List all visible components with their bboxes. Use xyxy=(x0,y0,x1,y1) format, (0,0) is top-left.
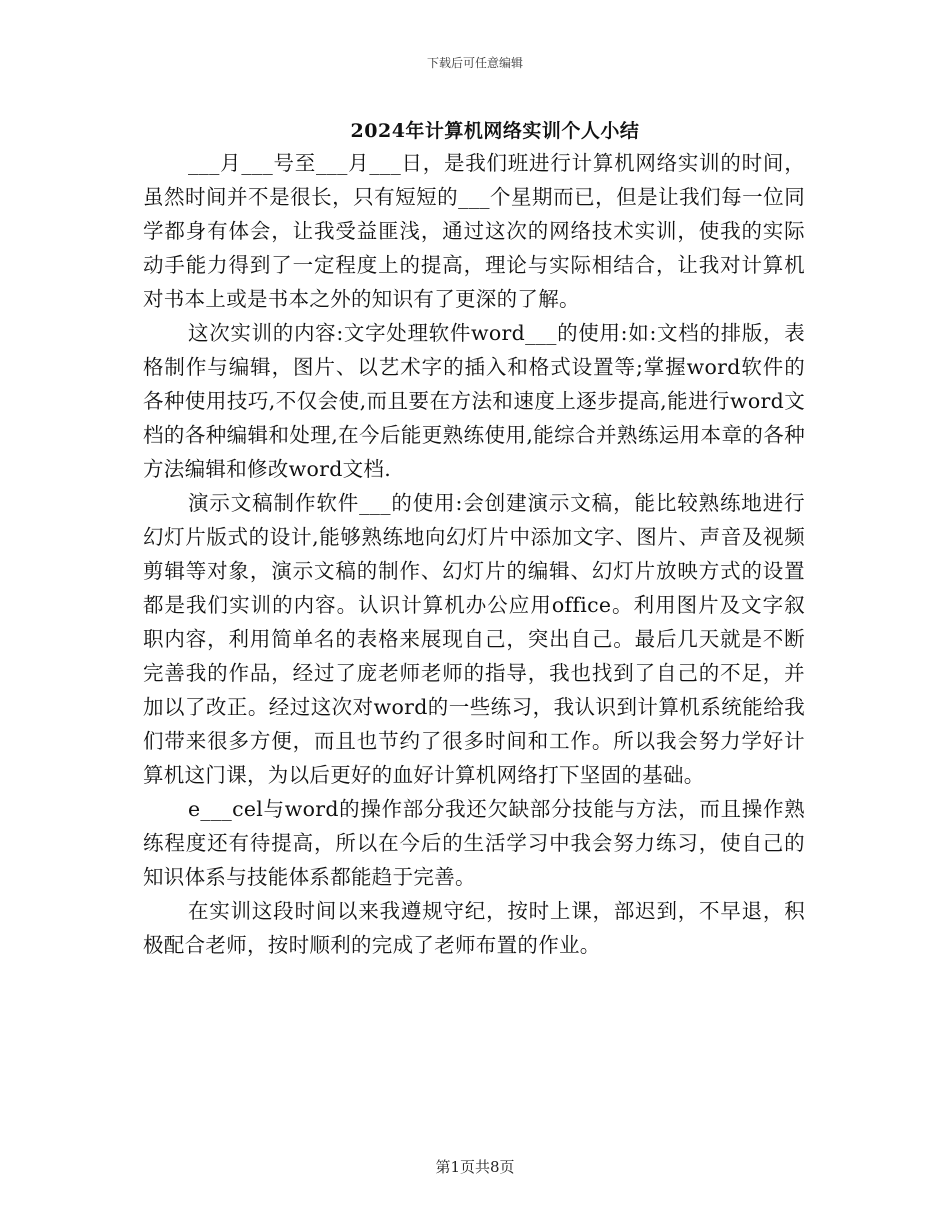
page-number-footer: 第1页共8页 xyxy=(435,1158,515,1176)
paragraph-intro: ___月___号至___月___日，是我们班进行计算机网络实训的时间，虽然时间并不是很长，只有短短的___个星期而已，但是让我们每一位同学都身有体会，让我受益匪浅，通过这次的网络技术实训，使我的实际动手能力得到了一定程度上的提高，理论与实际相结合，让我对计算机对书本上或是书本之外的知识有了更深的了解。 xyxy=(143,151,805,311)
document-body xyxy=(143,146,805,962)
header-note: 下载后可任意编辑 xyxy=(426,56,523,70)
paragraph-presentation: 演示文稿制作软件___的使用:会创建演示文稿，能比较熟练地进行幻灯片版式的设计,能够熟练地向幻灯片中添加文字、图片、声音及视频剪辑等对象，演示文稿的制作、幻灯片的编辑、幻灯片放映方式的设置都是我们实训的内容。认识计算机办公应用office。利用图片及文字叙职内容，利用简单名的表格来展现自己，突出自己。最后几天就是不断完善我的作品，经过了庞老师老师的指导，我也找到了自己的不足，并加以了改正。经过这次对word的一些练习，我认识到计算机系统能给我们带来很多方便，而且也节约了很多时间和工作。所以我会努力学好计算机这门课，为以后更好的血好计算机网络打下坚固的基础。 xyxy=(143,491,805,787)
paragraph-excel: e___cel与word的操作部分我还欠缺部分技能与方法，而且操作熟练程度还有待提高，所以在今后的生活学习中我会努力练习，使自己的知识体系与技能体系都能趋于完善。 xyxy=(143,797,805,889)
paragraph-discipline: 在实训这段时间以来我遵规守纪，按时上课，部迟到，不早退，积极配合老师，按时顺利的完成了老师布置的作业。 xyxy=(143,899,805,957)
document-title: 2024年计算机网络实训个人小结 xyxy=(350,120,640,142)
paragraph-word: 这次实训的内容:文字处理软件word___的使用:如:文档的排版，表格制作与编辑，图片、以艺术字的插入和格式设置等;掌握word软件的各种使用技巧,不仅会使,而且要在方法和速度上逐步提高,能进行word文档的各种编辑和处理,在今后能更熟练使用,能综合并熟练运用本章的各种方法编辑和修改word文档. xyxy=(143,321,805,481)
